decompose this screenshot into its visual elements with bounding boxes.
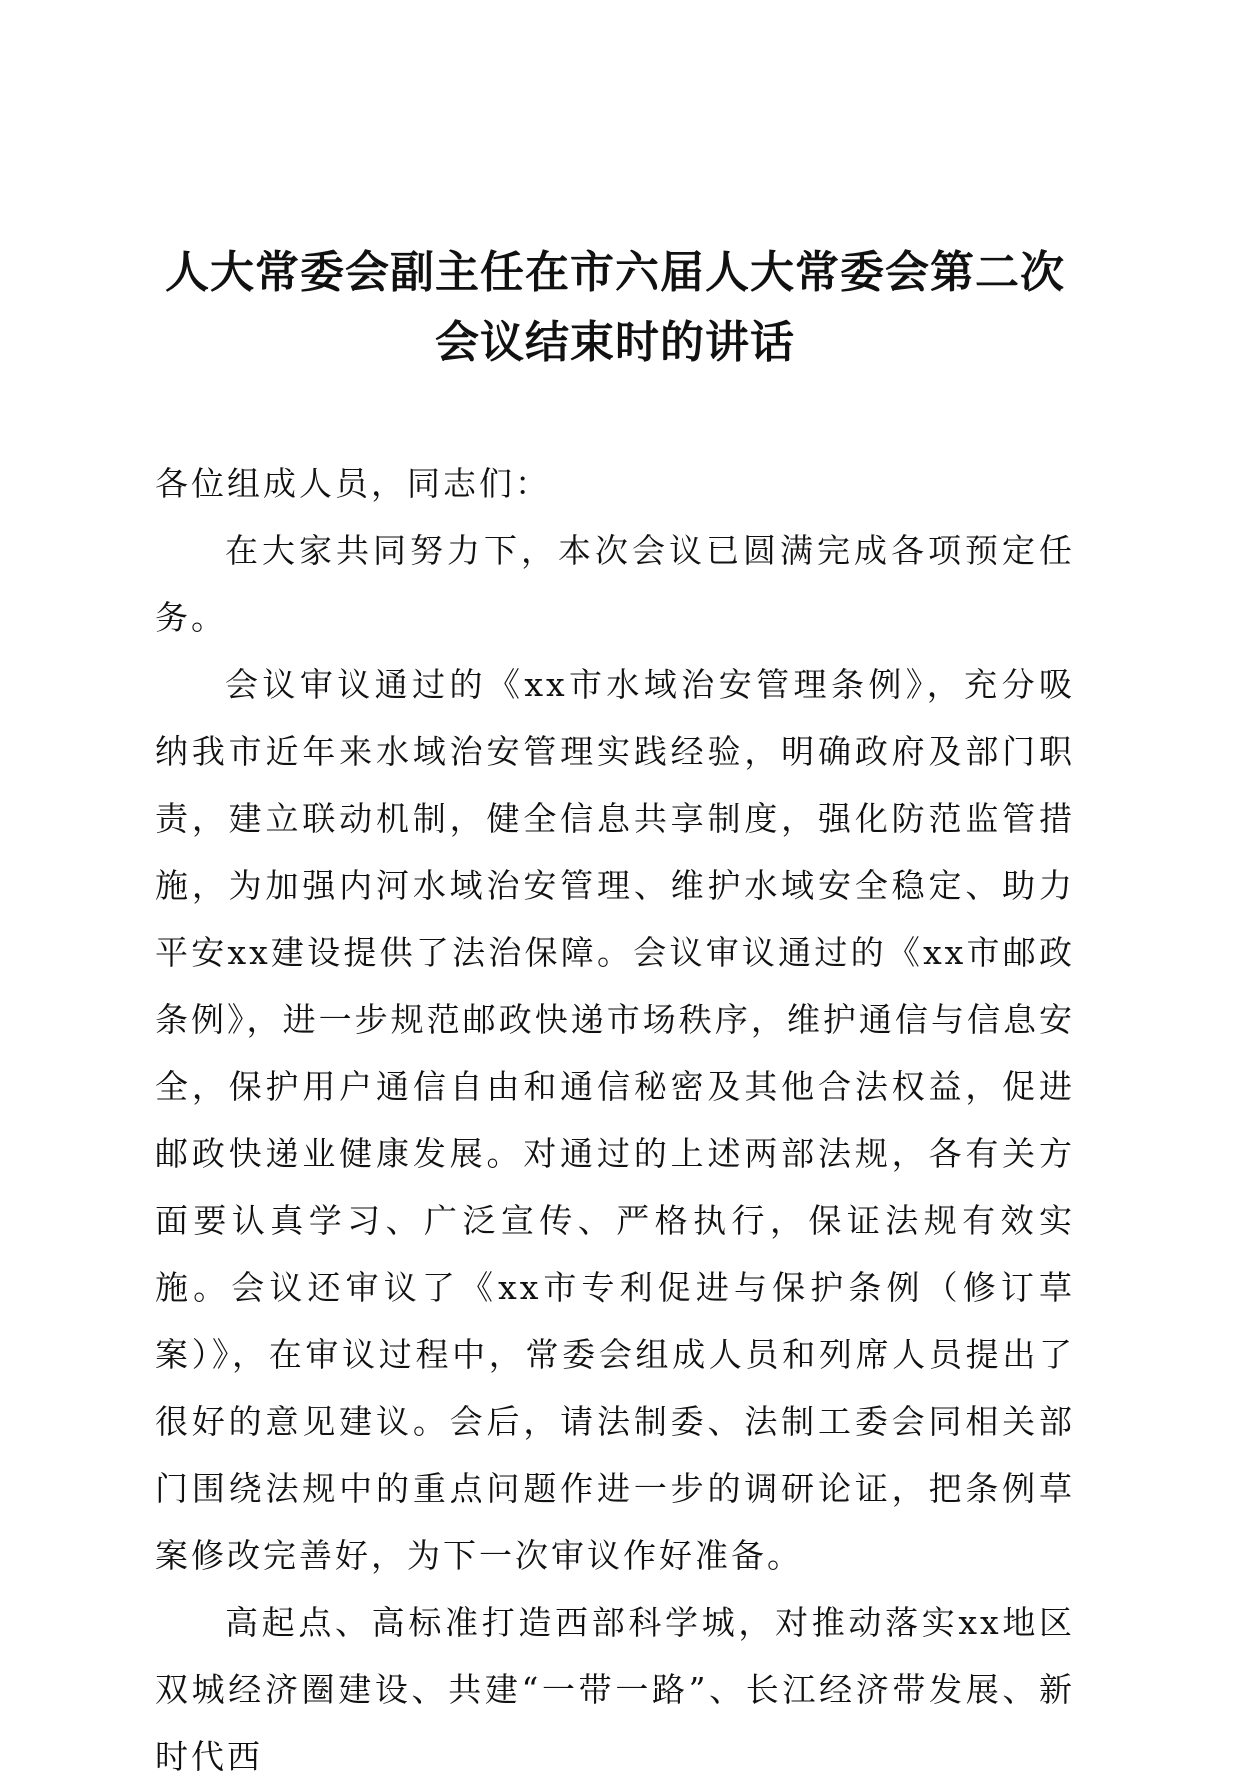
salutation: 各位组成人员，同志们： [155, 464, 551, 503]
paragraph-3: 高起点、高标准打造西部科学城，对推动落实xx地区双城经济圈建设、共建“一带一路”、长江经济带发展、新时代西 [155, 1603, 1075, 1776]
title-line-1: 人大常委会副主任在市六届人大常委会第二次 [165, 247, 1065, 298]
title-line-2: 会议结束时的讲话 [435, 317, 795, 368]
paragraph-1: 在大家共同努力下，本次会议已圆满完成各项预定任务。 [155, 531, 1075, 637]
document-body [155, 450, 1075, 1790]
paragraph-2: 会议审议通过的《xx市水域治安管理条例》，充分吸纳我市近年来水域治安管理实践经验，明确政府及部门职责，建立联动机制，健全信息共享制度，强化防范监管措施，为加强内河水域治安管理、维护水域安全稳定、助力平安xx建设提供了法治保障。会议审议通过的《xx市邮政条例》，进一步规范邮政快递市场秩序，维护通信与信息安全，保护用户通信自由和通信秘密及其他合法权益，促进邮政快递业健康发展。对通过的上述两部法规，各有关方面要认真学习、广泛宣传、严格执行，保证法规有效实施。会议还审议了《xx市专利促进与保护条例（修订草案）》，在审议过程中，常委会组成人员和列席人员提出了很好的意见建议。会后，请法制委、法制工委会同相关部门围绕法规中的重点问题作进一步的调研论证，把条例草案修改完善好，为下一次审议作好准备。 [155, 665, 1075, 1575]
document-title [150, 238, 1080, 378]
